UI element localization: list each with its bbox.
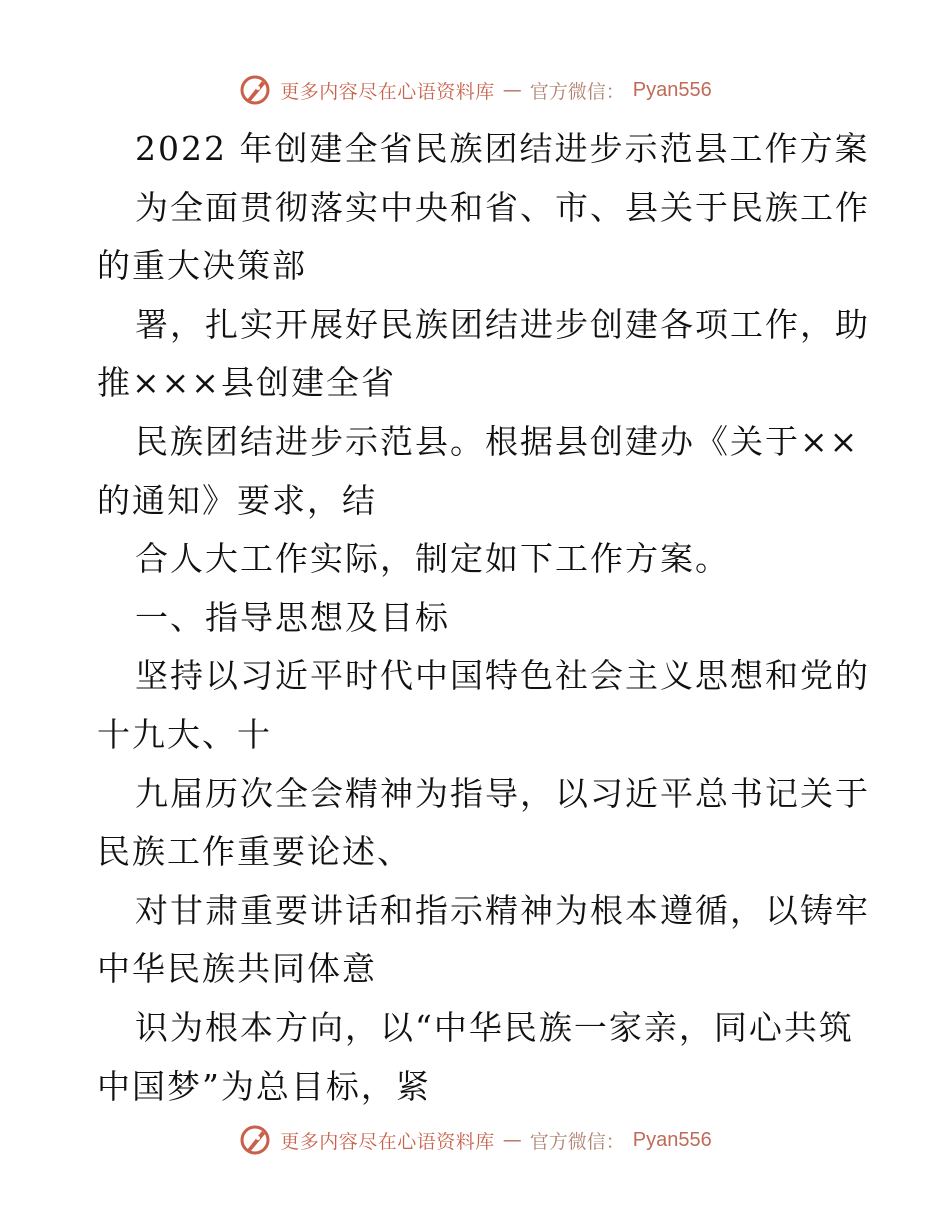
paragraph-line: 九届历次全会精神为指导，以习近平总书记关于 [135,773,870,813]
header-watermark [0,70,950,110]
paragraph-line: 署，扎实开展好民族团结进步创建各项工作，助 [135,304,870,344]
paragraph-line: 推×××县创建全省 [97,363,396,403]
watermark-wechat-id: Pyan556 [632,78,712,101]
paragraph-line: 坚持以习近平时代中国特色社会主义思想和党的 [135,656,870,696]
watermark-label: 官方微信： [529,80,625,103]
paragraph-line: 对甘肃重要讲话和指示精神为根本遵循，以铸牢 [135,890,870,930]
paragraph-line: 的通知》要求，结 [97,480,377,520]
paragraph-line: 的重大决策部 [97,246,307,286]
watermark-brand: 更多内容尽在心语资料库 [280,80,495,103]
paragraph-line: 为全面贯彻落实中央和省、市、县关于民族工作 [135,187,870,227]
footer-watermark [0,1120,950,1160]
paragraph-line: 合人大工作实际，制定如下工作方案。 [135,539,730,579]
watermark-wechat-id: Pyan556 [632,1128,712,1151]
document-body [97,120,870,1116]
watermark-dash: — [502,79,522,101]
paragraph-line: 中华民族共同体意 [97,949,377,989]
watermark-brand: 更多内容尽在心语资料库 [280,1130,495,1153]
pen-nib-logo [238,1123,272,1157]
paragraph-line: 十九大、十 [97,714,272,754]
section-heading: 一、指导思想及目标 [135,597,450,637]
watermark-dash: — [502,1129,522,1151]
document-title: 2022 年创建全省民族团结进步示范县工作方案 [135,129,870,168]
paragraph-line: 识为根本方向，以“中华民族一家亲，同心共筑 [135,1007,854,1047]
paragraph-line: 民族工作重要论述、 [97,832,412,872]
watermark-label: 官方微信： [529,1130,625,1153]
paragraph-line: 民族团结进步示范县。根据县创建办《关于×× [135,421,860,461]
paragraph-line: 中国梦”为总目标，紧 [97,1066,431,1106]
pen-nib-logo [238,73,272,107]
